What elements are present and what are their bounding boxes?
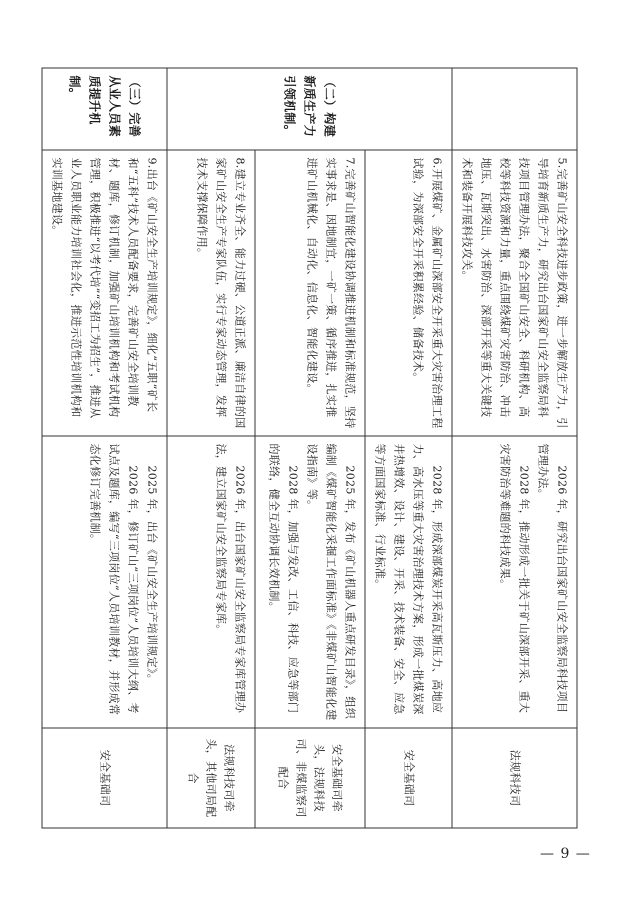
measures-table [42,68,578,829]
measure-cell: 9.出台《矿山安全生产培训规定》，细化“五职”矿长和“五科”技术人员配备要求，完善矿山安全培训教材、题库，修订机制，加强矿山培训机构和考试机构管理，积极推进“以考代培”“变招工为招生”，推进从业人员职业能力培训社会化，推进示范性培训机构和实训基地建设。 [42,150,167,436]
table-row [42,68,167,828]
plan-cell: 2026 年，出台国家矿山安全监察局专家库管理办法，建立国家矿山安全监察局专家库。 [167,436,255,728]
table-row [452,68,577,828]
dept-cell: 法规科技司 [452,728,577,828]
measure-cell: 5.完善矿山安全科技进步政策，进一步解放生产力，引导培育新质生产力，研究出台国家矿山安全监察局科技项目管理办法，聚合全国矿山安全、科研机构、高校等科技资源和力量，重点围绕煤矿灾害防治、冲击地压、瓦斯突出、水害防治、深部开采等重大关键技术和装备开展科技攻关。 [452,150,577,436]
measure-cell: 6.开展煤矿、金属矿山深部安全开采重大灾害治理工程试验，为深部安全开采积累经验、储备技术。 [365,150,452,436]
plan-cell: 2026 年，研究出台国家矿山安全监察局科技项目管理办法。 2028 年，推动形成一批关于矿山深部开采、重大灾害防治等难题的科技成果。 [452,436,577,728]
dept-cell: 安全基础司牵头，法规科技司、非煤监察司配合 [255,728,365,828]
plan-cell: 2025 年，发布《矿山机器人重点研发目录》，组织编制《煤矿智能化采掘工作面标准》《非煤矿山智能化建设指南》等。 2028 年，加强与发改、工信、科技、应急等部门的联络，健全互动协调长效机制。 [255,436,365,728]
category-cell: （三）完善从业人员素质提升机制。 [42,68,167,150]
plan-cell: 2028 年，形成深部煤炭开采高瓦斯压力、高地应力、高水压等重大灾害治理技术方案，形成一批煤炭深井热增效、设计、建设、开采、技术装备、安全、应急等方面国家标准、行业标准。 [365,436,452,728]
rotated-table-frame [50,68,578,828]
table-row [255,68,365,828]
table-row [167,68,255,828]
page-number: — 9 — [540,846,591,862]
plan-cell: 2025 年，出台《矿山安全生产培训规定》。 2026 年，修订矿山“三项岗位”人员培训大纲、考试点及题库，编写“三项岗位”人员培训教材，并形成常态化修订完善机制。 [42,436,167,728]
dept-cell: 安全基础司 [365,728,452,828]
category-cell [452,68,577,150]
measure-cell: 7.完善矿山智能化建设协调推进机制和标准规范，坚持实事求是、因地制宜，一矿一策、循序推进，扎实推进矿山机械化、自动化、信息化、智能化建设。 [255,150,365,436]
dept-cell: 安全基础司 [42,728,167,828]
dept-cell: 法规科技司牵头，其他司局配合 [167,728,255,828]
category-cell: （二）构建新质生产力引领机制。 [167,68,452,150]
measure-cell: 8.建立专业齐全、能力过硬、公道正派、廉洁自律的国家矿山安全生产专家队伍，实行专家动态管理，发挥技术支撑保障作用。 [167,150,255,436]
table-row [365,68,452,828]
